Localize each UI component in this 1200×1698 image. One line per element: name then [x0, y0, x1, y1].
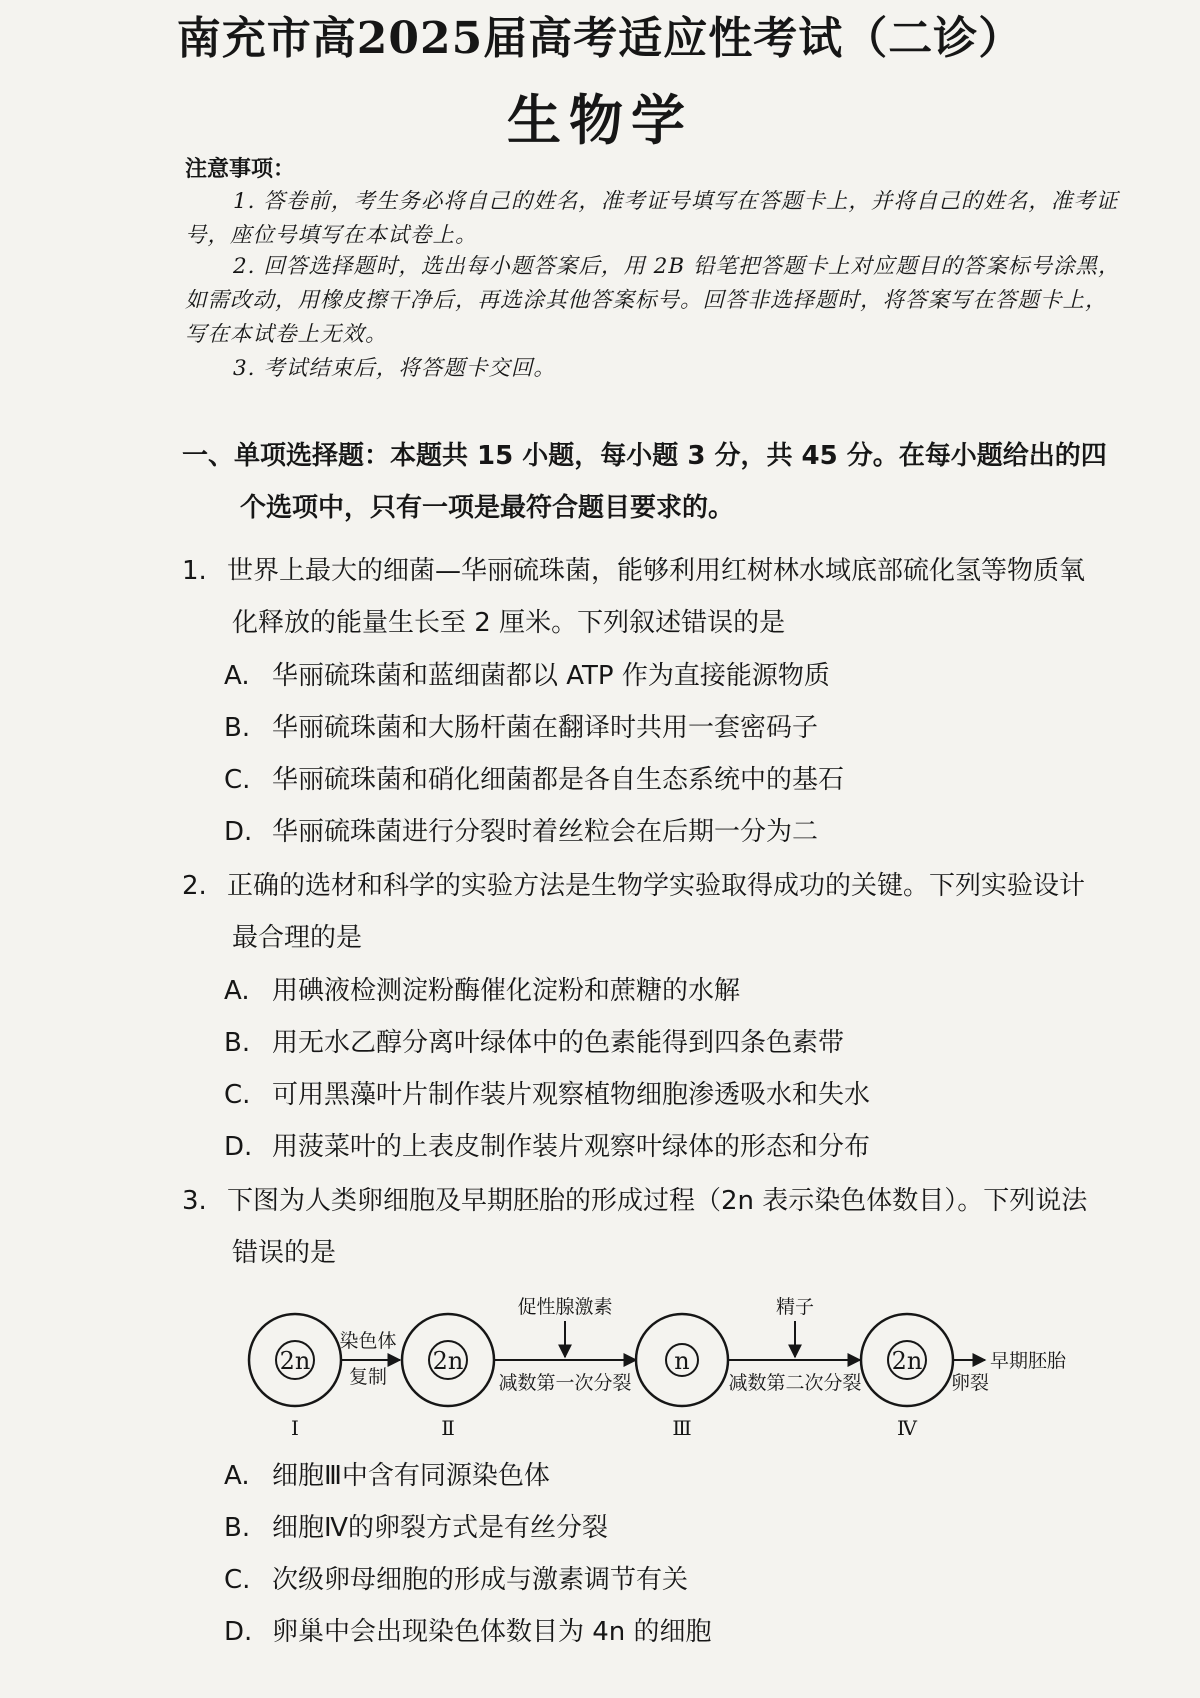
option-letter: D. — [224, 1132, 253, 1162]
question-3-option-a[interactable] — [224, 1450, 1164, 1502]
cell-chromosome-count: 2n — [279, 1347, 311, 1375]
exam-title: 南充市高2025届高考适应性考试（二诊） — [176, 13, 1024, 64]
question-text: 化释放的能量生长至 2 厘米。下列叙述错误的是 — [232, 608, 786, 638]
option-text: 次级卵母细胞的形成与激素调节有关 — [272, 1565, 689, 1595]
arrow-label: 减数第二次分裂 — [728, 1372, 862, 1394]
option-letter: C. — [224, 1565, 251, 1595]
cell-1 — [249, 1314, 341, 1440]
question-3-stem — [182, 1175, 1167, 1279]
option-letter: A. — [224, 661, 250, 691]
cell-label: Ⅳ — [897, 1416, 917, 1440]
question-3-option-b[interactable] — [224, 1502, 1164, 1554]
question-3-option-c[interactable] — [224, 1554, 1164, 1606]
option-letter: D. — [224, 1617, 253, 1647]
question-number: 2. — [182, 871, 207, 901]
arrow-label: 减数第一次分裂 — [498, 1372, 632, 1394]
question-text: 最合理的是 — [232, 923, 363, 953]
cell-label: Ⅱ — [441, 1416, 455, 1440]
option-letter: A. — [224, 1461, 250, 1491]
question-number: 1. — [182, 556, 207, 586]
option-letter: A. — [224, 976, 250, 1006]
cell-3 — [636, 1314, 728, 1440]
notice-line: 如需改动，用橡皮擦干净后，再选涂其他答案标号。回答非选择题时，将答案写在答题卡上， — [185, 288, 1108, 313]
option-letter: B. — [224, 713, 251, 743]
question-number: 3. — [182, 1186, 207, 1216]
question-1-option-d[interactable] — [224, 806, 1164, 858]
option-text: 细胞Ⅲ中含有同源染色体 — [272, 1461, 550, 1491]
cell-chromosome-count: n — [674, 1347, 690, 1375]
arrow-label: 染色体 — [339, 1330, 397, 1352]
option-letter: D. — [224, 817, 253, 847]
section-line: 一、单项选择题：本题共 15 小题，每小题 3 分，共 45 分。在每小题给出的四 — [182, 441, 1107, 471]
cell-chromosome-count: 2n — [891, 1347, 923, 1375]
notice-line: 2. 回答选择题时，选出每小题答案后，用 2B 铅笔把答题卡上对应题目的答案标号涂黑， — [233, 254, 1121, 279]
question-text: 错误的是 — [232, 1238, 337, 1268]
cell-chromosome-count: 2n — [432, 1347, 464, 1375]
section-line: 个选项中，只有一项是最符合题目要求的。 — [240, 493, 735, 523]
subject-title: 生物学 — [507, 88, 693, 152]
notice-line: 3. 考试结束后，将答题卡交回。 — [233, 356, 556, 381]
result-label: 早期胚胎 — [990, 1350, 1067, 1372]
option-text: 卵巢中会出现染色体数目为 4n 的细胞 — [272, 1617, 712, 1647]
notice-line: 1. 答卷前，考生务必将自己的姓名，准考证号填写在答题卡上，并将自己的姓名，准考证 — [233, 189, 1119, 214]
question-2-option-c[interactable] — [224, 1069, 1164, 1121]
oocyte-formation-diagram — [240, 1285, 1100, 1445]
cell-label: Ⅰ — [291, 1416, 299, 1440]
notice-item-2 — [185, 250, 1160, 352]
question-1-option-a[interactable] — [224, 650, 1164, 702]
question-text: 世界上最大的细菌—华丽硫珠菌，能够利用红树林水域底部硫化氢等物质氧 — [227, 556, 1086, 586]
option-letter: C. — [224, 765, 251, 795]
cell-4 — [861, 1314, 953, 1440]
question-3-option-d[interactable] — [224, 1606, 1164, 1658]
question-1-option-c[interactable] — [224, 754, 1164, 806]
cell-label: Ⅲ — [672, 1416, 692, 1440]
option-text: 用碘液检测淀粉酶催化淀粉和蔗糖的水解 — [272, 976, 741, 1006]
option-letter: B. — [224, 1513, 251, 1543]
question-2-option-b[interactable] — [224, 1017, 1164, 1069]
arrow-label: 复制 — [348, 1366, 388, 1388]
option-text: 华丽硫珠菌进行分裂时着丝粒会在后期一分为二 — [272, 817, 819, 847]
notice-item-1 — [185, 185, 1160, 253]
cell-2 — [402, 1314, 494, 1440]
arrow-label: 卵裂 — [950, 1372, 990, 1394]
sperm-label: 精子 — [775, 1296, 815, 1318]
question-1-stem — [182, 545, 1167, 649]
notice-line: 号，座位号填写在本试卷上。 — [185, 223, 478, 248]
option-letter: B. — [224, 1028, 251, 1058]
question-2-stem — [182, 860, 1167, 964]
question-1-option-b[interactable] — [224, 702, 1164, 754]
option-text: 华丽硫珠菌和大肠杆菌在翻译时共用一套密码子 — [272, 713, 819, 743]
question-2-option-d[interactable] — [224, 1121, 1164, 1173]
notice-item-3 — [185, 352, 1160, 386]
question-text: 正确的选材和科学的实验方法是生物学实验取得成功的关键。下列实验设计 — [227, 871, 1086, 901]
notice-line: 写在本试卷上无效。 — [185, 322, 388, 347]
hormone-label: 促性腺激素 — [517, 1296, 613, 1318]
option-text: 华丽硫珠菌和硝化细菌都是各自生态系统中的基石 — [272, 765, 845, 795]
section-heading — [182, 430, 1167, 534]
option-text: 用菠菜叶的上表皮制作装片观察叶绿体的形态和分布 — [272, 1132, 871, 1162]
notice-heading: 注意事项： — [185, 156, 296, 182]
question-2-option-a[interactable] — [224, 965, 1164, 1017]
option-text: 用无水乙醇分离叶绿体中的色素能得到四条色素带 — [272, 1028, 845, 1058]
option-letter: C. — [224, 1080, 251, 1110]
question-text: 下图为人类卵细胞及早期胚胎的形成过程（2n 表示染色体数目）。下列说法 — [227, 1186, 1088, 1216]
option-text: 可用黑藻叶片制作装片观察植物细胞渗透吸水和失水 — [272, 1080, 871, 1110]
option-text: 华丽硫珠菌和蓝细菌都以 ATP 作为直接能源物质 — [272, 661, 830, 691]
option-text: 细胞Ⅳ的卵裂方式是有丝分裂 — [272, 1513, 608, 1543]
